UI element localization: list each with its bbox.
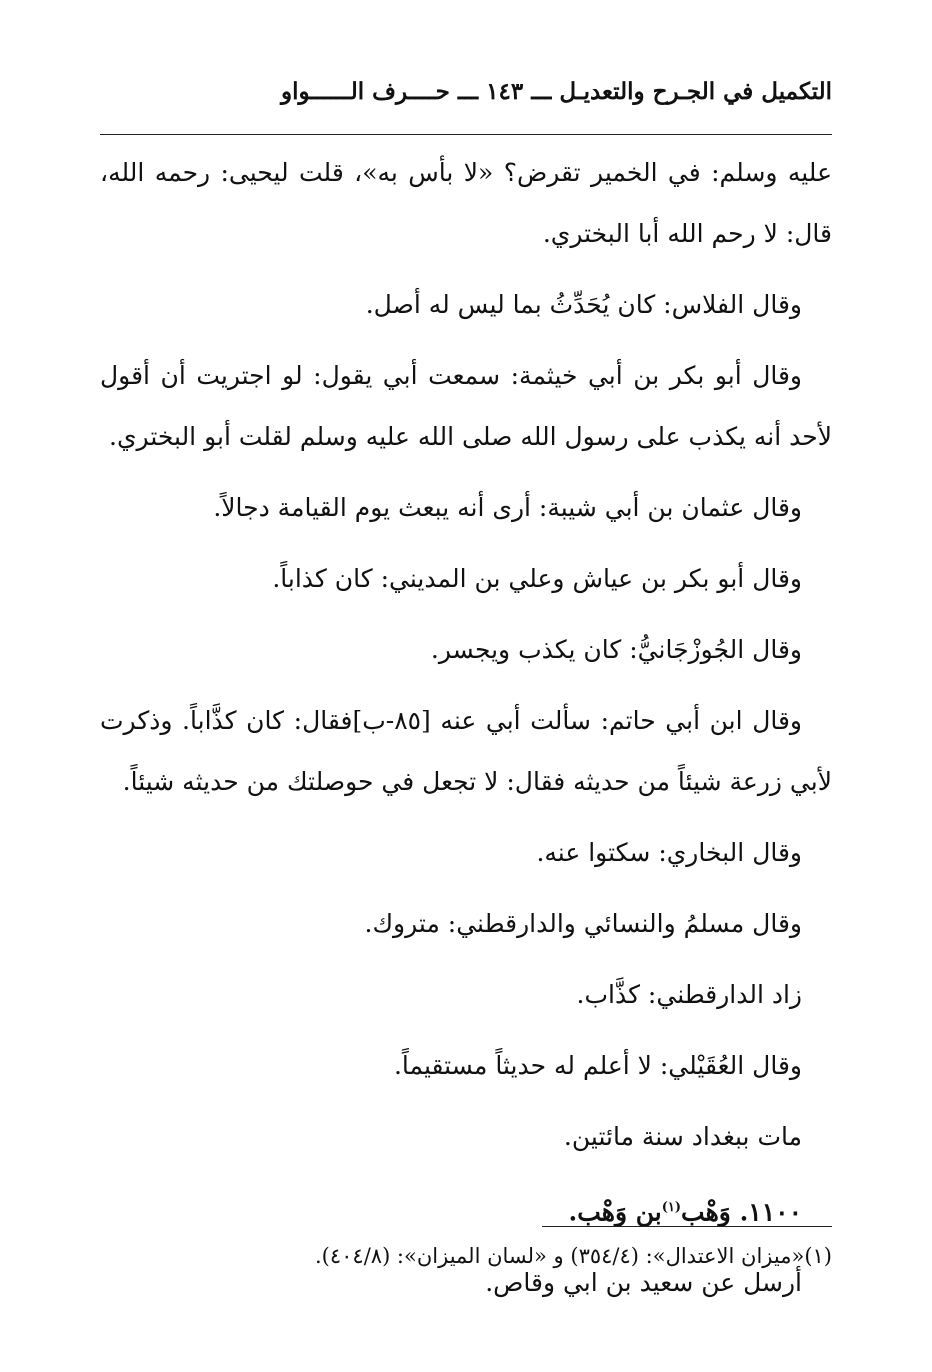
header-divider — [100, 134, 832, 135]
paragraph: وقال أبو بكر بن عياش وعلي بن المديني: كان كذاباً. — [272, 564, 802, 593]
paragraph: وقال ابن أبي حاتم: سألت أبي عنه [٨٥-ب]فقال: كان كذَّاباً. وذكرت لأبي زرعة شيئاً من حديثه فقال: لا تجعل في حوصلتك من حديثه شيئاً. — [100, 706, 832, 796]
main-text — [100, 142, 832, 1323]
entry-body: أرسل عن سعيد بن ابي وقاص. — [485, 1268, 802, 1298]
paragraph: وقال العُقَيْلي: لا أعلم له حديثاً مستقيماً. — [393, 1051, 802, 1080]
paragraph: وقال الفلاس: كان يُحَدِّثُ بما ليس له أصل. — [365, 290, 802, 319]
paragraph: وقال أبو بكر بن أبي خيثمة: سمعت أبي يقول: لو اجتريت أن أقول لأحد أنه يكذب على رسول الله صلى الله عليه وسلم لقلت أبو البختري. — [100, 361, 832, 451]
entry-heading — [100, 1177, 832, 1242]
paragraph: وقال البخاري: سكتوا عنه. — [536, 838, 802, 867]
entry-name-rest: بن وَهْب. — [568, 1197, 662, 1227]
entry-number: ١١٠٠. — [739, 1197, 802, 1227]
footnote-divider — [542, 1226, 832, 1227]
paragraph: وقال مسلمُ والنسائي والدارقطني: متروك. — [364, 909, 802, 938]
paragraph: مات ببغداد سنة مائتين. — [563, 1122, 802, 1151]
paragraph: زاد الدارقطني: كذَّاب. — [576, 980, 802, 1009]
entry-name-first: وَهْب — [681, 1197, 731, 1227]
paragraph: عليه وسلم: في الخمير تقرض؟ «لا بأس به»، قلت ليحيى: رحمه الله، قال: لا رحم الله أبا البختري. — [100, 158, 832, 248]
footnote: (١)«ميزان الاعتدال»: (٣٥٤/٤) و «لسان الميزان»: (٤٠٤/٨). — [314, 1244, 832, 1268]
paragraph: وقال عثمان بن أبي شيبة: أرى أنه يبعث يوم القيامة دجالاً. — [213, 493, 802, 522]
paragraph: وقال الجُوزْجَانيُّ: كان يكذب ويجسر. — [430, 635, 802, 664]
running-header: التكميل في الجـرح والتعديـل ـــ ١٤٣ ـــ حــــرف الــــــواو — [280, 78, 832, 105]
footnote-reference[interactable]: (١) — [661, 1200, 682, 1215]
